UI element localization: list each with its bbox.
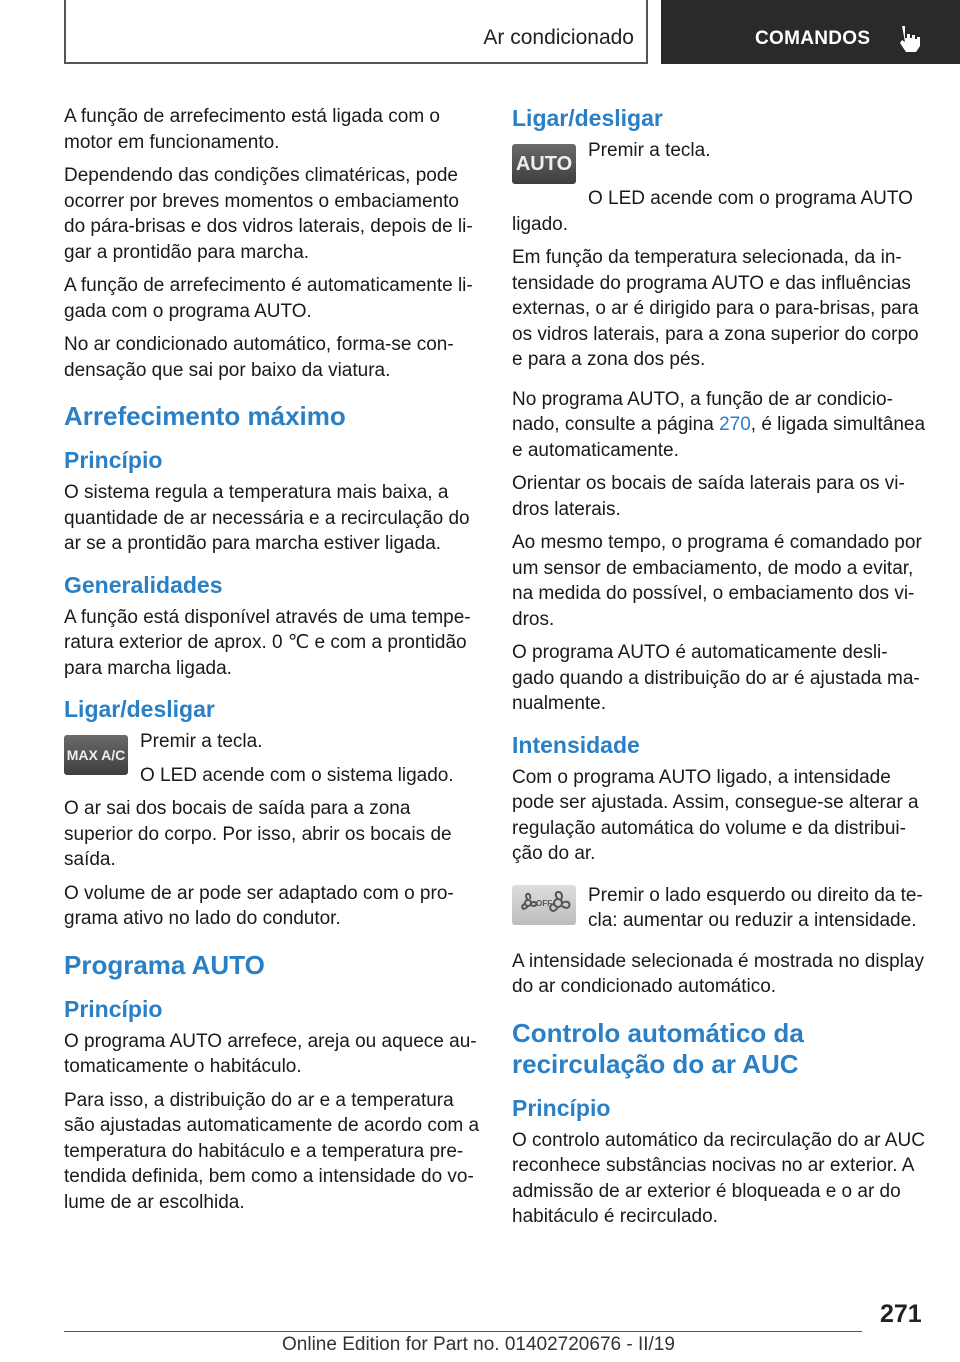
paragraph xyxy=(512,387,928,464)
heading-principio: Princípio xyxy=(64,995,163,1022)
fan-intensity-button-icon xyxy=(512,885,576,925)
paragraph: No ar condicionado automático, forma-se con-densação que sai por baixo da viatura. xyxy=(64,334,454,381)
key-instruction-max-ac xyxy=(64,729,480,788)
paragraph: A função está disponível através de uma tempe-ratura exterior de aprox. 0 ℃ e com a prontidão para marcha ligada. xyxy=(64,606,471,679)
hand-pointer-icon xyxy=(897,24,923,54)
key-instruction-fan xyxy=(512,883,928,935)
heading-controlo-auc: Controlo automático da recirculação do ar AUC xyxy=(512,1017,804,1079)
paragraph: O programa AUTO arrefece, areja ou aquece au-tomaticamente o habitáculo. xyxy=(64,1030,477,1077)
key-instruction-auto xyxy=(512,138,928,190)
paragraph: Para isso, a distribuição do ar e a temperatura são ajustadas automaticamente de acordo com a temperatura do habitáculo e a temperatura pre-tendida definida, bem como a intensidade do vo-lume de ar escolhida. xyxy=(64,1089,480,1213)
header-chapter-title: COMANDOS xyxy=(755,28,871,49)
paragraph: Dependendo das condições climatéricas, pode ocorrer por breves momentos o embaciamento do pára-brisas e dos vidros laterais, depois de li-gar a prontidão para marcha. xyxy=(64,165,473,263)
fan-off-label: OFF xyxy=(536,898,552,908)
paragraph: O LED acende com o sistema ligado. xyxy=(140,764,454,786)
text-span: No programa AUTO, a função de ar condicio-nado, consulte a página xyxy=(512,388,893,435)
paragraph: Em função da temperatura selecionada, da in-tensidade do programa AUTO e das influências externas, o ar é dirigido para o para-brisas, para os vidros laterais, para a zona superior do corpo e para a zona dos pés. xyxy=(512,247,919,370)
left-column xyxy=(64,104,480,1223)
heading-principio: Princípio xyxy=(512,1094,611,1121)
paragraph: Premir a tecla. xyxy=(588,140,711,161)
heading-generalidades: Generalidades xyxy=(64,571,223,598)
footer-divider xyxy=(64,1331,862,1332)
header-section-title: Ar condicionado xyxy=(483,26,634,49)
right-column xyxy=(512,104,928,1238)
heading-intensidade: Intensidade xyxy=(512,731,640,758)
page-number: 271 xyxy=(880,1300,922,1328)
paragraph: O ar sai dos bocais de saída para a zona superior do corpo. Por isso, abrir os bocais de saída. xyxy=(64,798,452,870)
heading-programa-auto: Programa AUTO xyxy=(64,949,265,980)
heading-ligar-desligar: Ligar/desligar xyxy=(64,696,215,722)
heading-arrefecimento-maximo: Arrefecimento máximo xyxy=(64,401,346,431)
paragraph: A função de arrefecimento está ligada com o motor em funcionamento. xyxy=(64,106,441,153)
paragraph: O LED acende com o programa AUTO ligado. xyxy=(512,188,913,235)
paragraph: Orientar os bocais de saída laterais para os vi-dros laterais. xyxy=(512,473,905,520)
page-link-270[interactable]: 270 xyxy=(719,414,751,435)
paragraph: O sistema regula a temperatura mais baixa, a quantidade de ar necessária e a recirculação do ar se a prontidão para marcha estiver ligada. xyxy=(64,482,470,554)
heading-ligar-desligar: Ligar/desligar xyxy=(512,105,663,131)
paragraph: A intensidade selecionada é mostrada no display do ar condicionado automático. xyxy=(512,950,924,997)
paragraph: Premir a tecla. xyxy=(140,731,263,752)
paragraph: O programa AUTO é automaticamente desli-gado quando a distribuição do ar é ajustada ma-nualmente. xyxy=(512,642,920,714)
header-chapter-tab xyxy=(661,0,960,64)
paragraph: O controlo automático da recirculação do ar AUC reconhece substâncias nocivas no ar exterior. A admissão de ar exterior é bloqueada e o ar do habitáculo é recirculado. xyxy=(512,1129,925,1227)
paragraph: Premir o lado esquerdo ou direito da te-cla: aumentar ou reduzir a intensidade. xyxy=(588,884,923,931)
paragraph: O volume de ar pode ser adaptado com o pro-grama ativo no lado do condutor. xyxy=(64,882,454,929)
paragraph: A função de arrefecimento é automaticamente li-gada com o programa AUTO. xyxy=(64,275,473,322)
header-section-tab xyxy=(64,0,648,64)
paragraph: Com o programa AUTO ligado, a intensidade pode ser ajustada. Assim, consegue-se alterar a regulação automática do volume e da distribui-ção do ar. xyxy=(512,766,919,864)
auto-button-icon: AUTO xyxy=(512,144,576,184)
footer-edition: Online Edition for Part no. 01402720676 - II/19 xyxy=(282,1334,675,1355)
max-ac-button-icon: MAX A/C xyxy=(64,735,128,775)
paragraph: Ao mesmo tempo, o programa é comandado por um sensor de embaciamento, de modo a evitar, na medida do possível, o embaciamento dos vi-dros. xyxy=(512,532,922,630)
heading-principio: Princípio xyxy=(64,447,163,473)
text-span: , é ligada simultânea e automaticamente. xyxy=(512,414,926,461)
